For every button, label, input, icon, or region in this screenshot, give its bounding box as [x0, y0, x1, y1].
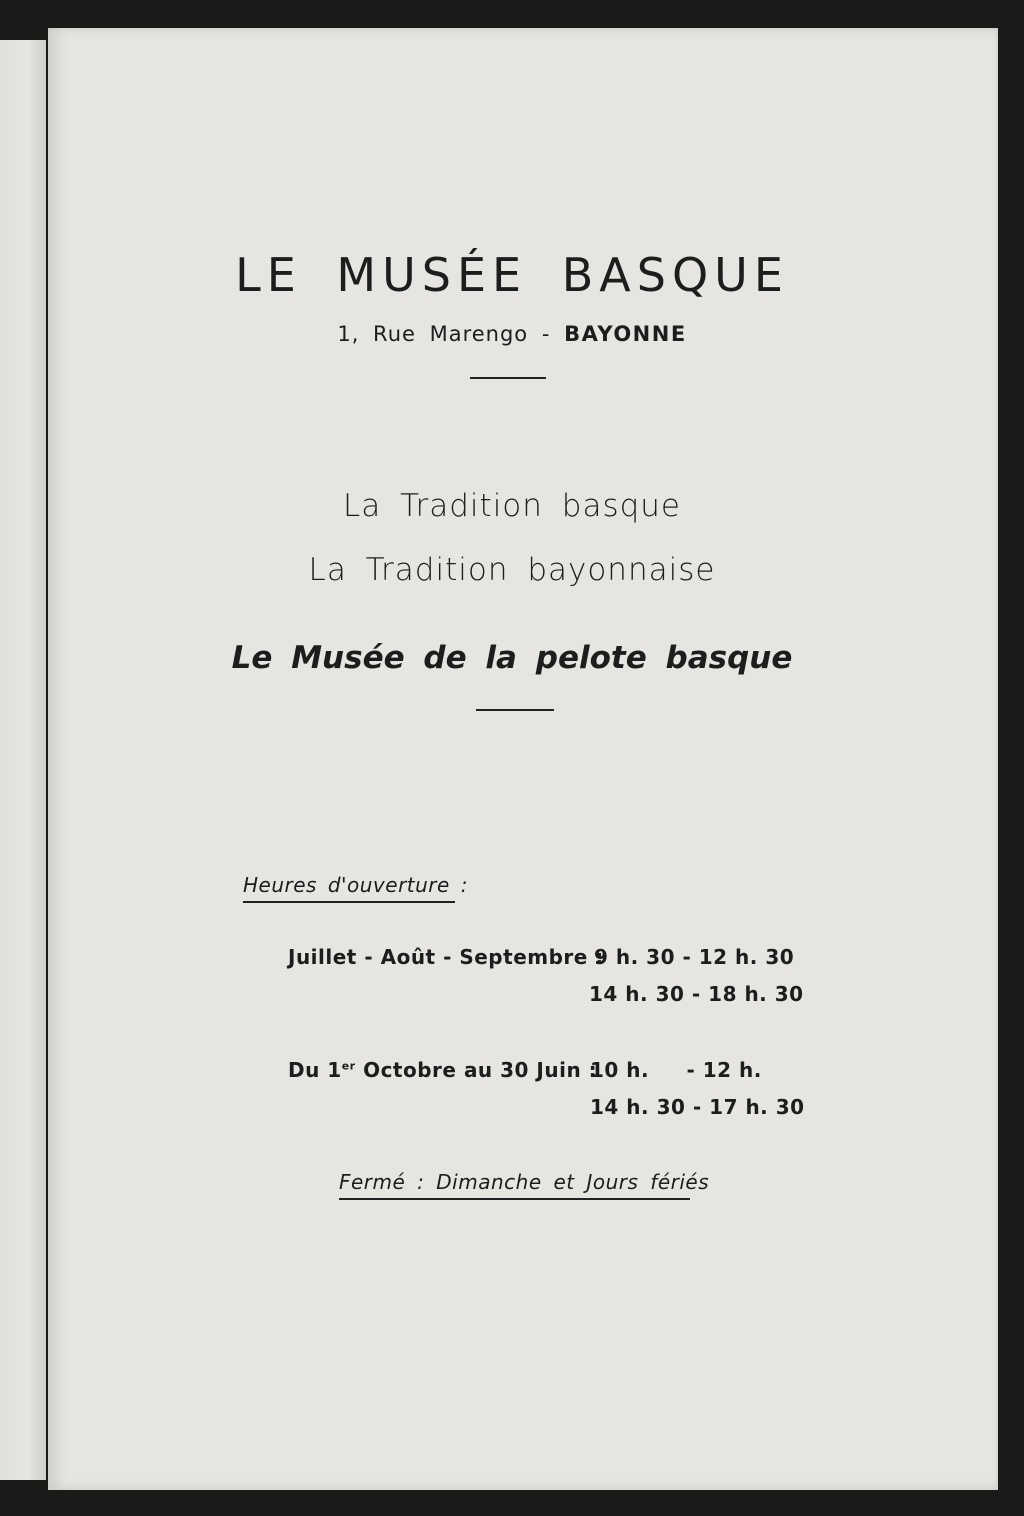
winter-label-suffix: Octobre au 30 Juin :: [355, 1058, 598, 1082]
opening-hours-heading: Heures d'ouverture :: [243, 873, 468, 897]
street-address: 1, Rue Marengo -: [337, 322, 551, 346]
tradition-basque-line: La Tradition basque: [343, 488, 681, 524]
summer-afternoon-hours: 14 h. 30 - 18 h. 30: [589, 982, 804, 1006]
city-name: BAYONNE: [564, 322, 687, 346]
closed-days-note: Fermé : Dimanche et Jours fériés: [339, 1170, 710, 1194]
winter-label-prefix: Du 1: [288, 1058, 342, 1082]
tradition-bayonnaise-line: La Tradition bayonnaise: [308, 552, 716, 588]
divider-middle: [476, 709, 554, 711]
summer-morning-hours: 9 h. 30 - 12 h. 30: [594, 945, 795, 969]
address-line: [0, 322, 1024, 346]
divider-top: [470, 377, 546, 379]
winter-label: [288, 1058, 597, 1082]
page-title: LE MUSÉE BASQUE: [235, 248, 789, 302]
closed-days-underline: [339, 1198, 690, 1200]
winter-morning-hours: 10 h. - 12 h.: [590, 1058, 762, 1082]
winter-label-ordinal: er: [341, 1059, 356, 1073]
opening-hours-underline: [243, 901, 455, 903]
winter-afternoon-hours: 14 h. 30 - 17 h. 30: [590, 1095, 805, 1119]
summer-label: Juillet - Août - Septembre :: [288, 945, 604, 969]
pelote-museum-line: Le Musée de la pelote basque: [231, 640, 793, 676]
